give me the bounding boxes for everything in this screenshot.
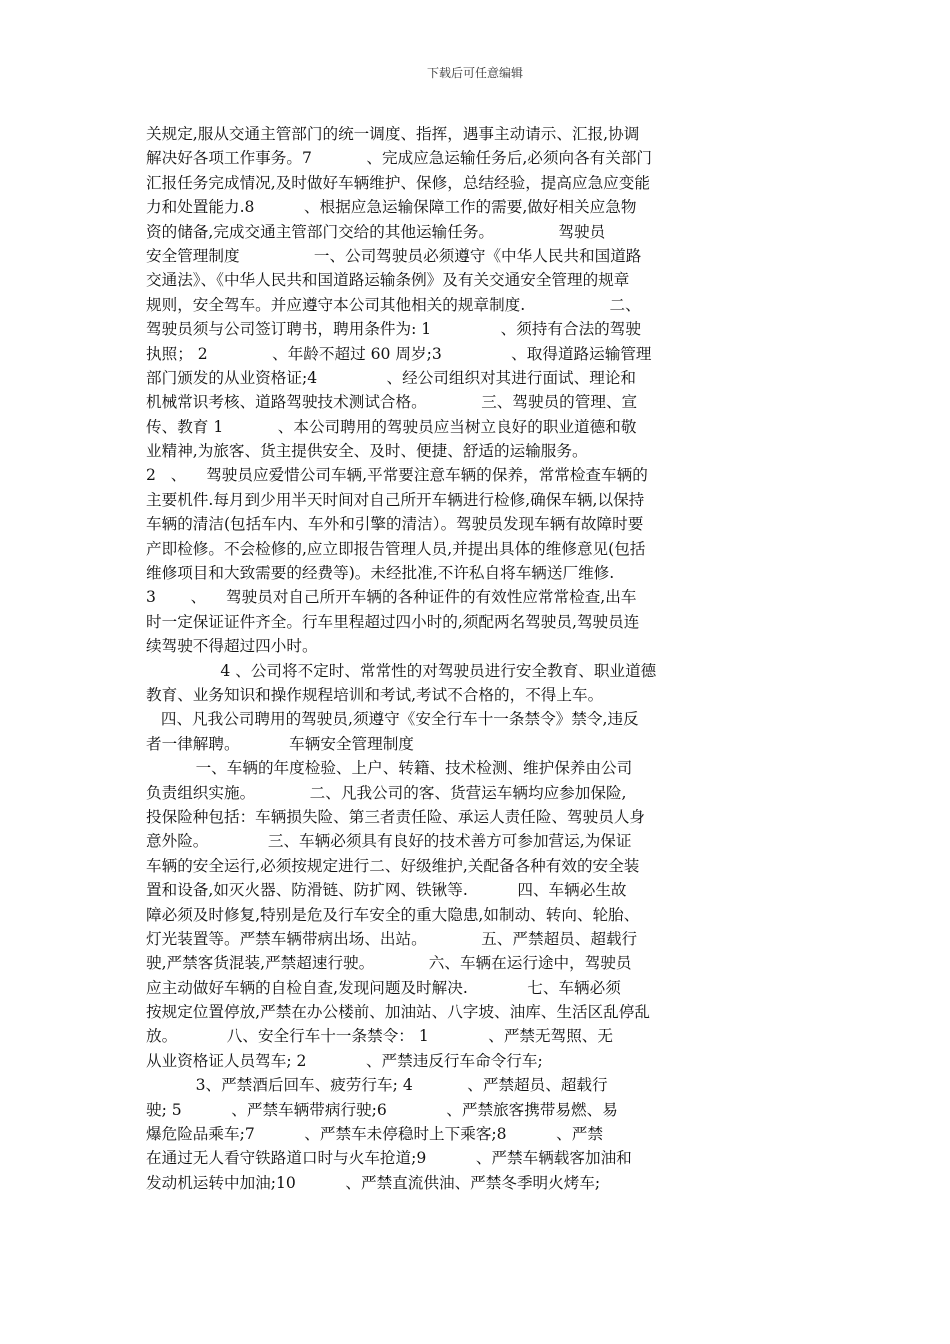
text-line: 传、教育 1 ﻿、本公司聘用的驾驶员应当树立良好的职业道德和敬 [146,417,637,436]
text-line: 规则，安全驾车。并应遵守本公司其他相关的规章制度. ﻿ 二、 [146,295,641,314]
text-line: 者一律解聘。﻿﻿ ﻿﻿ 车辆安全管理制度 [146,734,414,753]
text-line: 车辆的清洁(包括车内、车外和引擎的清洁）。驾驶员发现车辆有故障时要 [146,515,644,534]
text-line: 发动机运转中加油;10 ﻿、严禁直流供油、严禁冬季明火烤车; ﻿ [146,1173,620,1192]
text-line: 灯光装置等。严禁车辆带病出场、出站。﻿ 五、严禁超员、超载行 [146,929,638,948]
text-line: 主要机件.每月到少用半天时间对自己所开车辆进行检修,确保车辆,以保持 [146,490,645,509]
text-line: 机械常识考核、道路驾驶技术测试合格。﻿ 三、驾驶员的管理、宣 [146,393,638,412]
text-line: 力和处置能力.8 ﻿、根据应急运输保障工作的需要,做好相关应急物 [146,198,637,217]
text-line: 汇报任务完成情况,及时做好车辆维护、保修，总结经验，提高应急应变能 [146,173,650,192]
text-line: 在通过无人看守铁路道口时与火车抢道;9 ﻿、严禁车辆载客加油和 [146,1149,632,1168]
text-line: 爆危险品乘车;7 ﻿、严禁车未停稳时上下乘客;8 ﻿、严禁 [146,1125,603,1144]
text-line: 部门颁发的从业资格证;4 ﻿、经公司组织对其进行面试、理论和 [146,368,637,387]
text-line: 从业资格证人员驾车; 2 ﻿、严禁违反行车命令行车; [146,1051,543,1070]
text-line: 2 、 驾驶员应爱惜公司车辆,平常要注意车辆的保养，常常检查车辆的 [146,466,648,485]
document-body [146,122,806,1195]
text-line: 负责组织实施。﻿ 二、凡我公司的客、货营运车辆均应参加保险, [146,783,627,802]
text-line: 按规定位置停放,严禁在办公楼前、加油站、八字坡、油库、生活区乱停乱 [146,1003,650,1022]
text-line: 业精神,为旅客、货主提供安全、及时、便捷、舒适的运输服务。 ﻿ [146,442,633,461]
text-line: 驶; 5 ﻿、严禁车辆带病行驶;6 ﻿、严禁旅客携带易燃、易 [146,1100,618,1119]
text-line: ﻿ 一、车辆的年度检验、上户、转籍、技术检测、维护保养由公司 [146,759,633,778]
text-line: 投保险种包括：车辆损失险、第三者责任险、承运人责任险、驾驶员人身 [146,807,646,826]
text-line: 时一定保证证件齐全。行车里程超过四小时的,须配两名驾驶员,驾驶员连 [146,612,640,631]
text-line: 解决好各项工作事务。7 ﻿、完成应急运输任务后,必须向各有关部门 [146,149,653,168]
text-line: 续驾驶不得超过四小时。 [146,637,318,656]
text-line: 放。﻿ 八、安全行车十一条禁令： 1 ﻿、严禁无驾照、无 [146,1027,613,1046]
text-line: 障必须及时修复,特别是危及行车安全的重大隐患,如制动、转向、轮胎、 [146,905,640,924]
text-line: 安全管理制度 ﻿﻿ 一、公司驾驶员必须遵守《中华人民共和国道路 [146,246,642,265]
text-line: 意外险。﻿ 三、车辆必须具有良好的技术善方可参加营运,为保证 [146,832,632,851]
text-line: 资的储备,完成交通主管部门交给的其他运输任务。﻿﻿ ﻿﻿ 驾驶员 [146,222,606,241]
page-header: 下载后可任意编辑 [426,66,523,80]
text-line: 执照； 2 ﻿、年龄不超过 60 周岁;3 ﻿、取得道路运输管理 [146,344,652,363]
text-line: 4 、公司将不定时、常常性的对驾驶员进行安全教育、职业道德 [146,661,657,680]
text-line: 驶,严禁客货混装,严禁超速行驶。﻿ 六、车辆在运行途中，驾驶员 [146,954,632,973]
text-line: 应主动做好车辆的自检自查,发现问题及时解决. ﻿ 七、车辆必须 [146,978,621,997]
text-line: 关规定,服从交通主管部门的统一调度、指挥，遇事主动请示、汇报,协调 [146,125,640,143]
text-line: 驾驶员须与公司签订聘书，聘用条件为: 1 ﻿、须持有合法的驾驶 [146,320,641,339]
text-line: 维修项目和大致需要的经费等)。未经批准,不许私自将车辆送厂维修. ﻿ [146,564,640,583]
text-line: 交通法》、《中华人民共和国道路运输条例》及有关交通安全管理的规章 [146,271,630,290]
text-line: 置和设备,如灭火器、防滑链、防扩网、铁锹等.﻿ 四、车辆必生故 [146,881,627,900]
text-line: 教育、业务知识和操作规程培训和考试,考试不合格的，不得上车。﻿ [146,685,604,704]
text-line: 产即检修。不会检修的,应立即报告管理人员,并提出具体的维修意见(包括 [146,539,646,558]
text-line: 3 、 驾驶员对自己所开车辆的各种证件的有效性应常常检查,出车 [146,588,637,607]
text-line: 四、凡我公司聘用的驾驶员,须遵守《安全行车十一条禁令》禁令,违反 [146,710,639,729]
text-line: 3、严禁酒后回车、疲劳行车; 4 ﻿、严禁超员、超载行 [146,1076,608,1095]
text-line: 车辆的安全运行,必须按规定进行二、好级维护,关配备各种有效的安全装 [146,856,640,875]
